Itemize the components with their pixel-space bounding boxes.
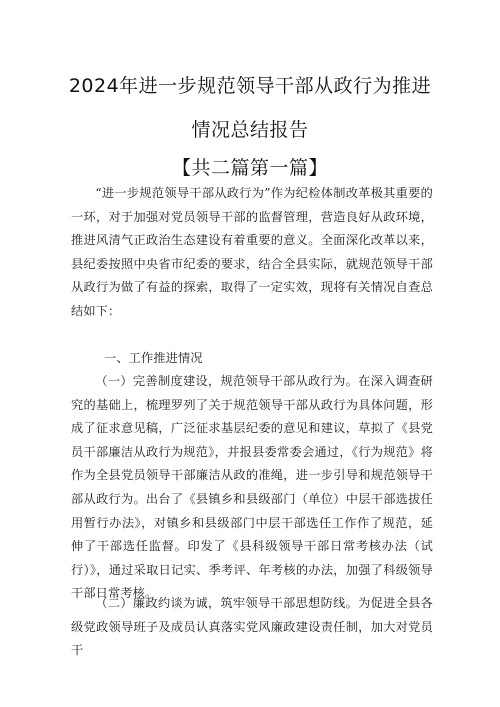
document-title-line-1: 2024年进一步规范领导干部从政行为推进: [68, 75, 432, 97]
document-title-line-2: 情况总结报告: [191, 119, 309, 141]
body-paragraph-1: （一）完善制度建设，规范领导干部从政行为。在深入调查研究的基础上，梳理罗列了关于规范领导干部从政行为具体问题，形成了征求意见稿，广泛征求基层纪委的意见和建议，草拟了《县党员干部廉洁从政行为规范》，并报县委常委会通过，《行为规范》将作为全县党员领导干部廉洁从政的准绳，进一步引导和规范领导干部从政行为。出台了《县镇乡和县级部门（单位）中层干部选拔任用暂行办法》，对镇乡和县级部门中层干部选任工作作了规范，延伸了干部选任监督。印发了《县科级领导干部日常考核办法（试行）》，通过采取日记实、季考评、年考核的办法，加强了科级领导干部日常考核。: [71, 374, 433, 601]
body-paragraph-2: （二）廉政约谈为诚，筑牢领导干部思想防线。为促进全县各级党政领导班子及成员认真落实党风廉政建设责任制，加大对党员干: [71, 596, 433, 658]
intro-paragraph: “进一步规范领导干部从政行为”作为纪检体制改革极其重要的一环，对于加强对党员领导干部的监督管理，营造良好从政环境，推进风清气正政治生态建设有着重要的意义。全面深化改革以来，县纪委按照中央省市纪委的要求，结合全县实际，就规范领导干部从政行为做了有益的探索，取得了一定实效，现将有关情况自查总结如下：: [71, 186, 433, 318]
section-heading: 一、工作推进情况: [104, 351, 203, 365]
document-subtitle: 【共二篇第一篇】: [171, 157, 328, 179]
